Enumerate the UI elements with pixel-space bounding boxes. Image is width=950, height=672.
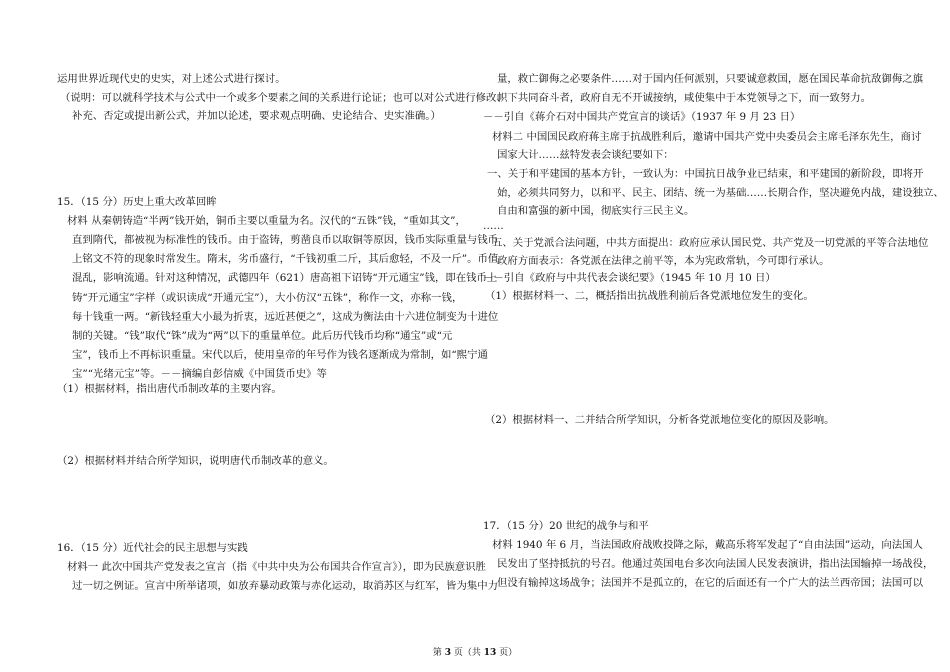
material-line: 宝”“光绪元宝”等。－－摘编自彭信威《中国货币史》等 (72, 368, 327, 380)
footer-mid: 页（共 (451, 648, 484, 658)
material-line: 材料 从秦朝铸造“半两”钱开始，铜币主要以重量为名。汉代的“五铢”钱，“重如其文”， (67, 215, 466, 227)
material-line: 政府方面表示：各党派在法律之前平等，本为宪政常轨，今可即行承认。 (497, 255, 830, 267)
material-line: 自由和富强的新中国，彻底实行三民主义。 (497, 205, 695, 217)
page-footer (0, 645, 950, 658)
material-line: 材料一 此次中国共产党发表之宣言（指《中共中央为公布国共合作宣言》），即为民族意识胜 (67, 561, 486, 573)
footer-prefix: 第 (432, 648, 445, 658)
question-16-1: （1）根据材料一、二，概括指出抗战胜利前后各党派地位发生的变化。 (485, 290, 814, 302)
material-line: 一、关于和平建国的基本方针，一致认为：中国抗日战争业已结束，和平建国的新阶段，即将开 (487, 168, 924, 180)
question-15-1: （1）根据材料，指出唐代币制改革的主要内容。 (57, 383, 282, 395)
material-line: 宝”，钱币上不再标识重量。宋代以后，使用皇帝的年号作为钱名逐渐成为常制，如“熙宁通 (72, 349, 488, 361)
material-line: 混乱，影响流通。针对这种情况，武德四年（621）唐高祖下诏铸“开元通宝”钱，即在钱币上 (72, 272, 498, 284)
question-16-2: （2）根据材料一、二并结合所学知识，分析各党派地位变化的原因及影响。 (485, 414, 835, 426)
material-line: 制的关键。“钱”取代“铢”成为“两”以下的重量单位。此后历代钱币均称“通宝”或“元 (72, 330, 453, 342)
question-15-title: 15．（15 分）历史上重大改革回眸 (57, 196, 217, 208)
material-line: 但没有输掉这场战争；法国并不是孤立的，在它的后面还有一个广大的法兰西帝国；法国可以 (497, 577, 924, 589)
question-15-2: （2）根据材料并结合所学知识，说明唐代币制改革的意义。 (57, 455, 334, 467)
material-line: 直到隋代，都被视为标准性的钱币。由于盗铸，剪凿良币以取铜等原因，钱币实际重量与钱币 (72, 234, 499, 246)
question-16-title: 16．（15 分）近代社会的民主思想与实践 (57, 542, 248, 554)
material-line: 上铭文不符的现象时常发生。隋末，劣币盛行，“千钱初重二斤，其后愈轻，不及一斤”。币值 (72, 253, 499, 265)
citation: －－引自《政府与中共代表会谈纪要》（1945 年 10 月 10 日） (483, 272, 776, 284)
material-line: 国家大计……兹特发表会谈纪要如下： (497, 149, 674, 161)
material-line: 过一切之例证。宣言中所举诸项，如放弃暴动政策与赤化运动，取消苏区与红军，皆为集中力 (72, 580, 499, 592)
question-17-title: 17．（15 分）20 世纪的战争与和平 (483, 520, 649, 532)
material-line: 始，必须共同努力，以和平、民主、团结、统一为基础……长期合作，坚决避免内战，建设独立、 (497, 187, 944, 199)
material-line: 帜下共同奋斗者，政府自无不开诚接纳，咸使集中于本党领导之下，而一致努力。 (497, 92, 872, 104)
material-line: 材料 1940 年 6 月，当法国政府战败投降之际，戴高乐将军发起了“自由法国”运动，向法国人 (492, 539, 923, 551)
intro-line: 补充、否定或提出新公式，并加以论述，要求观点明确、史论结合、史实准确。） (72, 110, 441, 122)
page-number: 3 (444, 648, 451, 658)
material-line: 量，救亡御侮之必要条件……对于国内任何派别，只要诚意救国，愿在国民革命抗敌御侮之旗 (497, 73, 924, 85)
material-line: 铸“开元通宝”字样（或识读成“开通元宝”），大小仿汉“五铢”，称作一文，亦称一钱， (72, 292, 463, 304)
total-pages: 13 (483, 648, 497, 658)
material-line: 每十钱重一两。“新钱轻重大小最为折衷，远近甚便之”，这成为衡法由十六进位制变为十进位 (72, 311, 499, 323)
material-line: 民发出了坚持抵抗的号召。他通过英国电台多次向法国人民发表演讲，指出法国输掉一场战役， (497, 558, 934, 570)
material-line: 五、关于党派合法问题，中共方面提出：政府应承认国民党、共产党及一切党派的平等合法地位 (492, 237, 929, 249)
intro-line: （说明：可以就科学技术与公式中一个或多个要素之间的关系进行论证；也可以对公式进行修改、 (60, 92, 507, 104)
intro-line: 运用世界近现代史的史实，对上述公式进行探讨。 (57, 73, 286, 85)
material-line: 材料二 中国国民政府蒋主席于抗战胜利后，邀请中国共产党中央委员会主席毛泽东先生，商讨 (492, 131, 922, 143)
footer-suffix: 页） (496, 648, 518, 658)
ellipsis: …… (483, 220, 504, 232)
citation: －－引自《蒋介石对中国共产党宣言的谈话》（1937 年 9 月 23 日） (483, 111, 801, 123)
